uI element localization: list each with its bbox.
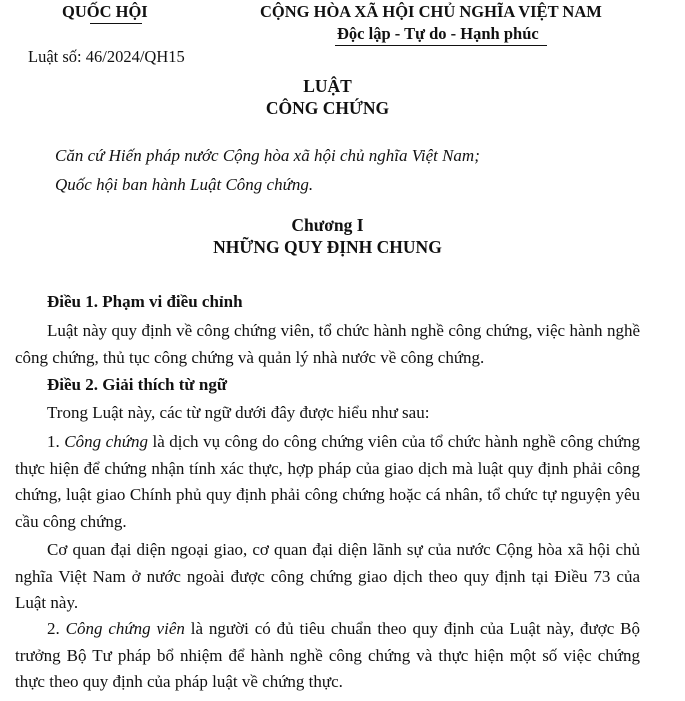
item-1-text: là dịch vụ công do công chứng viên của tổ chức hành nghề công chứng thực hiện để chứng nhận tính xác thực, hợp pháp của giao dịch mà luật quy định phải công chứng, luật giao Chính phủ quy định phải công chứng hoặc cá nhân, tổ chức tự nguyện yêu cầu công chứng. — [15, 432, 641, 532]
preamble-line-1: Căn cứ Hiến pháp nước Cộng hòa xã hội chủ nghĩa Việt Nam; — [55, 146, 480, 165]
document-type: LUẬT — [303, 76, 352, 96]
item-2-term: Công chứng viên — [65, 619, 185, 638]
law-number: Luật số: 46/2024/QH15 — [28, 47, 185, 66]
national-motto: Độc lập - Tự do - Hạnh phúc — [337, 24, 539, 43]
chapter-number: Chương I — [291, 215, 364, 235]
item-1-term: Công chứng — [64, 432, 148, 451]
law-title: CÔNG CHỨNG — [265, 98, 390, 118]
item-2-number: 2. — [47, 619, 60, 638]
article-1-text: Luật này quy định về công chứng viên, tổ chức hành nghề công chứng, việc hành nghề công chứng, thủ tục công chứng và quản lý nhà nước về công chứng. — [15, 321, 640, 367]
article-2-intro: Trong Luật này, các từ ngữ dưới đây được hiểu như sau: — [47, 403, 430, 422]
definition-item-1-extra: Cơ quan đại diện ngoại giao, cơ quan đại diện lãnh sự của nước Cộng hòa xã hội chủ nghĩa Việt Nam ở nước ngoài được công chứng giao dịch theo quy định tại Điều 73 của Luật này. — [15, 540, 640, 613]
issuing-agency: QUỐC HỘI — [62, 2, 148, 21]
article-2-heading: Điều 2. Giải thích từ ngữ — [47, 375, 228, 394]
definition-item-2 — [15, 616, 640, 696]
preamble-line-2: Quốc hội ban hành Luật Công chứng. — [55, 175, 314, 194]
agency-underline — [90, 23, 142, 24]
item-1-number: 1. — [47, 432, 60, 451]
definition-item-1 — [15, 429, 640, 536]
country-name: CỘNG HÒA XÃ HỘI CHỦ NGHĨA VIỆT NAM — [260, 2, 602, 21]
article-1-heading: Điều 1. Phạm vi điều chỉnh — [47, 292, 243, 311]
motto-underline — [335, 45, 547, 46]
item-2-text: là người có đủ tiêu chuẩn theo quy định của Luật này, được Bộ trưởng Bộ Tư pháp bổ nhiệm để hành nghề công chứng và thực hiện một số việc chứng thực theo quy định của pháp luật về chứng thực. — [15, 619, 641, 692]
chapter-title: NHỮNG QUY ĐỊNH CHUNG — [213, 237, 442, 257]
